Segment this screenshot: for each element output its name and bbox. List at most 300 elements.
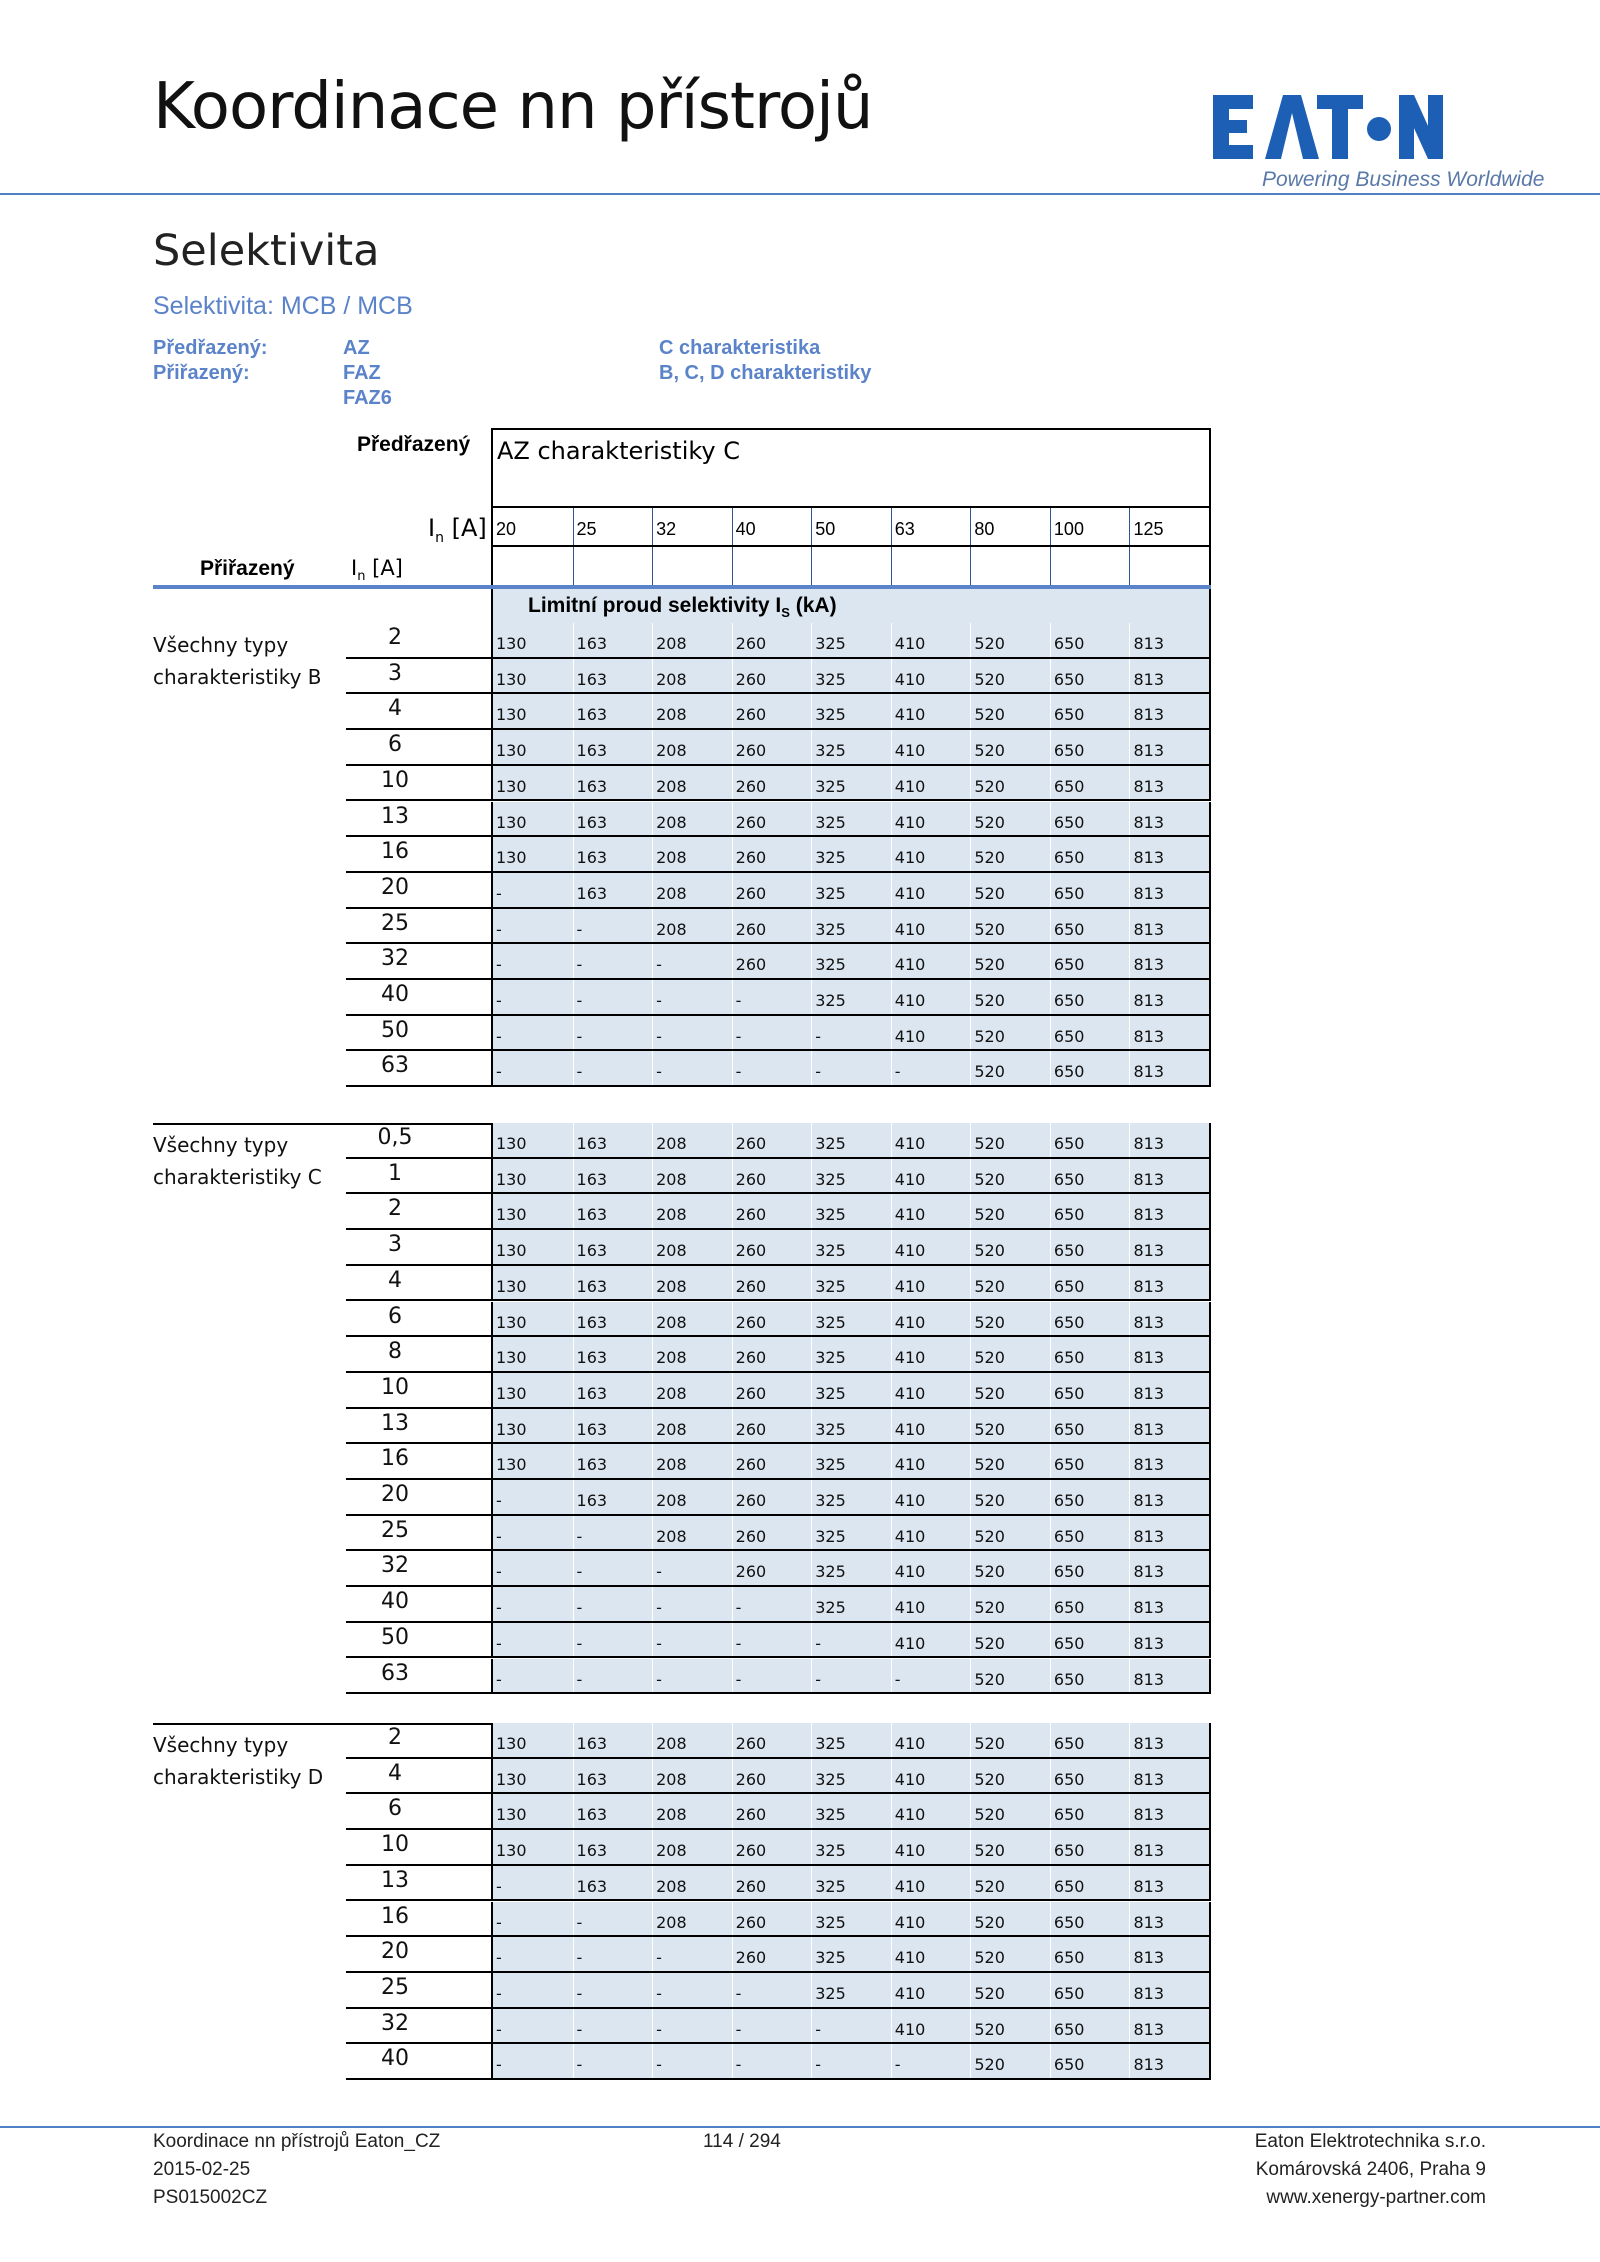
selectivity-cell: 813: [1129, 873, 1209, 909]
selectivity-cell: 650: [1050, 694, 1130, 730]
selectivity-cell: 130: [496, 1841, 527, 1861]
selectivity-cell: -: [573, 1587, 653, 1623]
downstream-rating: 32: [381, 946, 409, 972]
selectivity-cell: 650: [1050, 1480, 1130, 1516]
downstream-rating: 13: [381, 1867, 409, 1893]
selectivity-values: [491, 1973, 1211, 2009]
selectivity-values: [491, 944, 1211, 980]
selectivity-cell: 813: [1129, 1373, 1209, 1409]
selectivity-cell: 410: [891, 1266, 971, 1302]
selectivity-cell: 520: [970, 1016, 1050, 1052]
selectivity-cell: 410: [891, 659, 971, 695]
selectivity-cell: 130: [496, 669, 527, 689]
selectivity-cell: 325: [811, 1444, 891, 1480]
selectivity-cell: 650: [1050, 1266, 1130, 1302]
selectivity-cell: -: [573, 1902, 653, 1938]
selectivity-cell: -: [652, 1587, 732, 1623]
selectivity-cell: -: [652, 944, 732, 980]
selectivity-cell: 410: [891, 1902, 971, 1938]
selectivity-cell: 520: [970, 1123, 1050, 1159]
selectivity-cell: 260: [732, 1302, 812, 1338]
selectivity-cell: 410: [891, 766, 971, 802]
table-row: [346, 802, 1211, 838]
selectivity-cell: 520: [970, 1302, 1050, 1338]
selectivity-values: [491, 1759, 1211, 1795]
selectivity-cell: 813: [1129, 1194, 1209, 1230]
downstream-rating: 20: [381, 1482, 409, 1507]
selectivity-cell: 325: [811, 1723, 891, 1759]
selectivity-cell: 650: [1050, 1794, 1130, 1830]
selectivity-cell: 650: [1050, 1937, 1130, 1973]
selectivity-cell: 410: [891, 980, 971, 1016]
selectivity-cell: 325: [811, 1373, 891, 1409]
selectivity-cell: -: [811, 2009, 891, 2045]
selectivity-cell: -: [496, 1491, 502, 1510]
selectivity-cell: -: [496, 1062, 502, 1082]
table-row: [346, 730, 1211, 766]
selectivity-cell: 163: [573, 694, 653, 730]
spacer-cell: [891, 547, 971, 586]
selectivity-cell: 410: [891, 1973, 971, 2009]
selectivity-cell: 208: [652, 1830, 732, 1866]
table-row: [346, 909, 1211, 945]
selectivity-cell: 208: [652, 694, 732, 730]
selectivity-cell: 813: [1129, 1016, 1209, 1052]
table-row: [346, 659, 1211, 695]
selectivity-cell: -: [496, 1669, 502, 1689]
selectivity-cell: 410: [891, 1337, 971, 1373]
table-row: [346, 1587, 1211, 1623]
selectivity-cell: 813: [1129, 1266, 1209, 1302]
selectivity-cell: 650: [1050, 2044, 1130, 2080]
downstream-rating: 10: [381, 1374, 409, 1400]
downstream-rating: 20: [381, 1939, 409, 1965]
limit-current-label: Limitní proud selektivity $I_S$ (kA): [528, 594, 837, 621]
selectivity-cell: 520: [970, 980, 1050, 1016]
row-divider: [346, 1085, 1211, 1087]
downstream-rating: 32: [381, 2010, 409, 2036]
selectivity-cell: 325: [811, 1830, 891, 1866]
downstream-rating: 0,5: [377, 1125, 413, 1150]
selectivity-cell: 163: [573, 766, 653, 802]
selectivity-values: [491, 1830, 1211, 1866]
table-row: [346, 1016, 1211, 1052]
selectivity-values: [491, 1123, 1211, 1159]
selectivity-cell: -: [496, 1983, 502, 2003]
selectivity-values: [491, 1480, 1211, 1516]
block-label: [153, 629, 322, 693]
selectivity-cell: 260: [732, 1866, 812, 1902]
selectivity-cell: 163: [573, 623, 653, 659]
footer-company: Eaton Elektrotechnika s.r.o.: [1254, 2131, 1486, 2152]
selectivity-cell: 260: [732, 1830, 812, 1866]
selectivity-cell: 410: [891, 1016, 971, 1052]
selectivity-cell: 410: [891, 1866, 971, 1902]
selectivity-cell: 410: [891, 1409, 971, 1445]
selectivity-cell: 650: [1050, 1051, 1130, 1087]
selectivity-cell: 325: [811, 659, 891, 695]
downstream-rating: 40: [381, 2046, 409, 2072]
document-title: Koordinace nn přístrojů: [153, 70, 873, 144]
selectivity-values: [491, 837, 1211, 873]
block-label-line: Všechny typy: [153, 633, 289, 657]
selectivity-cell: 130: [496, 1241, 527, 1261]
selectivity-cell: 130: [496, 1455, 527, 1475]
selectivity-cell: -: [573, 1016, 653, 1052]
selectivity-cell: 130: [496, 1769, 527, 1789]
downstream-rating: 25: [381, 1974, 409, 2000]
selectivity-cell: 325: [811, 1337, 891, 1373]
selectivity-cell: 163: [573, 1866, 653, 1902]
selectivity-cell: 163: [573, 802, 653, 838]
selectivity-cell: 208: [652, 1480, 732, 1516]
selectivity-cell: 163: [573, 1302, 653, 1338]
upstream-rating-cell: 25: [573, 508, 653, 545]
selectivity-cell: 325: [811, 623, 891, 659]
selectivity-cell: 208: [652, 623, 732, 659]
selectivity-values: [491, 623, 1211, 659]
selectivity-values: [491, 1623, 1211, 1659]
upstream-rating-cell: 32: [652, 508, 732, 545]
downstream-rating: 3: [388, 1232, 402, 1258]
selectivity-cell: 325: [811, 1973, 891, 2009]
selectivity-cell: 650: [1050, 1409, 1130, 1445]
selectivity-cell: -: [496, 883, 502, 903]
selectivity-cell: 650: [1050, 1830, 1130, 1866]
selectivity-cell: 650: [1050, 944, 1130, 980]
selectivity-values: [491, 980, 1211, 1016]
selectivity-cell: -: [496, 1598, 502, 1618]
downstream-rating: 50: [381, 1017, 409, 1043]
selectivity-cell: 130: [496, 1169, 527, 1189]
downstream-rating: 2: [388, 1725, 402, 1750]
selectivity-cell: 813: [1129, 623, 1209, 659]
selectivity-cell: -: [732, 980, 812, 1016]
block-label: [153, 1729, 323, 1793]
selectivity-cell: 813: [1129, 1623, 1209, 1659]
selectivity-cell: 650: [1050, 1723, 1130, 1759]
table-row: [346, 873, 1211, 909]
selectivity-cell: -: [891, 1051, 971, 1087]
selectivity-values: [491, 1516, 1211, 1552]
upstream-rating-cell: 63: [891, 508, 971, 545]
selectivity-cell: 163: [573, 837, 653, 873]
table-row: [346, 1830, 1211, 1866]
selectivity-cell: 260: [732, 1902, 812, 1938]
table-row: [346, 1480, 1211, 1516]
upstream-rating-cell: 125: [1129, 508, 1209, 545]
selectivity-cell: 260: [732, 1159, 812, 1195]
selectivity-cell: 208: [652, 659, 732, 695]
selectivity-cell: 325: [811, 1759, 891, 1795]
selectivity-cell: 410: [891, 1794, 971, 1830]
block-label-line: charakteristiky D: [153, 1765, 324, 1789]
selectivity-cell: 813: [1129, 2044, 1209, 2080]
selectivity-cell: 650: [1050, 909, 1130, 945]
selectivity-values: [491, 1159, 1211, 1195]
selectivity-cell: 260: [732, 944, 812, 980]
selectivity-cell: 325: [811, 1123, 891, 1159]
selectivity-cell: 520: [970, 1337, 1050, 1373]
upstream-label: Předřazený:: [153, 337, 268, 359]
selectivity-values: [491, 1937, 1211, 1973]
selectivity-cell: 520: [970, 1159, 1050, 1195]
selectivity-cell: 163: [573, 1230, 653, 1266]
selectivity-cell: 410: [891, 802, 971, 838]
selectivity-cell: 410: [891, 623, 971, 659]
selectivity-cell: -: [573, 1551, 653, 1587]
selectivity-cell: 813: [1129, 1830, 1209, 1866]
selectivity-cell: 208: [652, 1337, 732, 1373]
header-divider: [0, 193, 1600, 195]
selectivity-cell: 650: [1050, 802, 1130, 838]
selectivity-cell: 410: [891, 837, 971, 873]
selectivity-cell: 650: [1050, 1302, 1130, 1338]
selectivity-cell: -: [811, 1051, 891, 1087]
downstream-rating: 4: [388, 1267, 402, 1293]
selectivity-values: [491, 1444, 1211, 1480]
selectivity-cell: 813: [1129, 1902, 1209, 1938]
selectivity-cell: 650: [1050, 1123, 1130, 1159]
selectivity-cell: 163: [573, 1409, 653, 1445]
selectivity-cell: 163: [573, 1159, 653, 1195]
footer-left: [153, 2128, 440, 2212]
downstream-rating: 20: [381, 874, 409, 900]
selectivity-cell: -: [652, 1551, 732, 1587]
selectivity-cell: 813: [1129, 1551, 1209, 1587]
table-row: [346, 1516, 1211, 1552]
selectivity-cell: 325: [811, 1480, 891, 1516]
selectivity-cell: 813: [1129, 1123, 1209, 1159]
characteristic-block: [153, 1123, 1211, 1694]
selectivity-cell: 520: [970, 2009, 1050, 2045]
selectivity-cell: 520: [970, 909, 1050, 945]
selectivity-cell: 260: [732, 1194, 812, 1230]
selectivity-cell: 813: [1129, 1866, 1209, 1902]
selectivity-cell: 520: [970, 1659, 1050, 1695]
selectivity-cell: 260: [732, 1937, 812, 1973]
selectivity-cell: 410: [891, 1759, 971, 1795]
downstream-header: Přiřazený: [200, 557, 295, 580]
table-row: [346, 623, 1211, 659]
selectivity-cell: 520: [970, 1623, 1050, 1659]
selectivity-cell: 520: [970, 1051, 1050, 1087]
selectivity-cell: -: [496, 991, 502, 1010]
downstream-rating: 6: [388, 732, 402, 758]
selectivity-cell: 208: [652, 1302, 732, 1338]
selectivity-cell: -: [573, 1051, 653, 1087]
downstream-rating: 10: [381, 767, 409, 793]
selectivity-cell: 410: [891, 873, 971, 909]
selectivity-cell: 208: [652, 1759, 732, 1795]
selectivity-cell: -: [811, 1016, 891, 1052]
selectivity-cell: 325: [811, 909, 891, 945]
selectivity-cell: 130: [496, 1134, 527, 1153]
selectivity-cell: 325: [811, 1937, 891, 1973]
selectivity-cell: 130: [496, 848, 527, 868]
spacer-cell: [970, 547, 1050, 586]
selectivity-cell: 325: [811, 730, 891, 766]
selectivity-cell: 260: [732, 694, 812, 730]
selectivity-cell: -: [573, 1973, 653, 2009]
selectivity-cell: 520: [970, 1759, 1050, 1795]
selectivity-cell: 260: [732, 659, 812, 695]
selectivity-cell: 208: [652, 802, 732, 838]
selectivity-cell: 813: [1129, 1973, 1209, 2009]
table-row: [346, 1302, 1211, 1338]
selectivity-cell: -: [732, 1016, 812, 1052]
selectivity-values: [491, 1266, 1211, 1302]
selectivity-cell: -: [573, 980, 653, 1016]
selectivity-cell: 813: [1129, 1159, 1209, 1195]
downstream-rating: 40: [381, 982, 409, 1007]
selectivity-cell: 325: [811, 980, 891, 1016]
selectivity-cell: 163: [573, 1723, 653, 1759]
downstream-rating: 40: [381, 1589, 409, 1615]
selectivity-cell: -: [496, 2055, 502, 2075]
selectivity-cell: 325: [811, 694, 891, 730]
selectivity-values: [491, 2009, 1211, 2045]
selectivity-cell: 130: [496, 1312, 527, 1332]
selectivity-cell: 208: [652, 1794, 732, 1830]
upstream-title: AZ charakteristiky C: [497, 437, 740, 465]
selectivity-cell: 520: [970, 1230, 1050, 1266]
selectivity-cell: 520: [970, 1794, 1050, 1830]
selectivity-cell: -: [496, 955, 502, 975]
selectivity-values: [491, 1659, 1211, 1695]
selectivity-cell: 260: [732, 1551, 812, 1587]
selectivity-cell: 813: [1129, 1723, 1209, 1759]
selectivity-cell: 208: [652, 1373, 732, 1409]
selectivity-cell: 813: [1129, 694, 1209, 730]
selectivity-cell: -: [732, 2044, 812, 2080]
selectivity-values: [491, 1902, 1211, 1938]
selectivity-cell: 208: [652, 1723, 732, 1759]
selectivity-cell: 520: [970, 873, 1050, 909]
selectivity-cell: 208: [652, 1516, 732, 1552]
selectivity-cell: 410: [891, 1123, 971, 1159]
table-row: [346, 837, 1211, 873]
selectivity-cell: 813: [1129, 2009, 1209, 2045]
selectivity-cell: 520: [970, 730, 1050, 766]
selectivity-cell: 260: [732, 766, 812, 802]
selectivity-cell: 813: [1129, 1659, 1209, 1695]
selectivity-cell: 813: [1129, 1587, 1209, 1623]
table-row: [346, 1444, 1211, 1480]
selectivity-cell: 208: [652, 1444, 732, 1480]
selectivity-cell: 520: [970, 1266, 1050, 1302]
upstream-characteristic: C charakteristika: [659, 337, 821, 359]
selectivity-cell: 813: [1129, 1230, 1209, 1266]
selectivity-cell: 325: [811, 802, 891, 838]
footer-page-number: 114 / 294: [703, 2131, 781, 2152]
selectivity-cell: 813: [1129, 909, 1209, 945]
selectivity-cell: -: [732, 1587, 812, 1623]
selectivity-cell: 163: [573, 1266, 653, 1302]
selectivity-cell: 260: [732, 730, 812, 766]
selectivity-cell: 410: [891, 1587, 971, 1623]
header-spacer-row: [491, 547, 1211, 586]
downstream-rating: 13: [381, 803, 409, 829]
selectivity-values: [491, 802, 1211, 838]
selectivity-cell: 130: [496, 1419, 527, 1439]
selectivity-cell: 260: [732, 1266, 812, 1302]
footer-right: [1255, 2128, 1486, 2212]
selectivity-cell: 410: [891, 1159, 971, 1195]
selectivity-values: [491, 1373, 1211, 1409]
selectivity-cell: 260: [732, 1337, 812, 1373]
table-row: [346, 1230, 1211, 1266]
table-row: [346, 2044, 1211, 2080]
selectivity-cell: -: [732, 1051, 812, 1087]
table-row: [346, 1551, 1211, 1587]
block-label-line: charakteristiky B: [153, 665, 322, 689]
row-divider: [346, 1692, 1211, 1694]
selectivity-cell: 520: [970, 1587, 1050, 1623]
selectivity-cell: 650: [1050, 659, 1130, 695]
selectivity-cell: -: [732, 1973, 812, 2009]
section-subtitle: Selektivita: MCB / MCB: [153, 292, 413, 320]
selectivity-cell: 650: [1050, 730, 1130, 766]
selectivity-cell: 260: [732, 623, 812, 659]
downstream-rating: 4: [388, 1760, 402, 1786]
selectivity-cell: 813: [1129, 1302, 1209, 1338]
selectivity-cell: 260: [732, 1373, 812, 1409]
selectivity-cell: 325: [811, 873, 891, 909]
selectivity-cell: 650: [1050, 1444, 1130, 1480]
selectivity-cell: 130: [496, 812, 527, 832]
selectivity-cell: 325: [811, 1866, 891, 1902]
selectivity-cell: 520: [970, 1723, 1050, 1759]
selectivity-values: [491, 873, 1211, 909]
selectivity-cell: 208: [652, 1866, 732, 1902]
selectivity-cell: 813: [1129, 1337, 1209, 1373]
table-row: [346, 980, 1211, 1016]
selectivity-cell: 520: [970, 802, 1050, 838]
selectivity-cell: -: [811, 2044, 891, 2080]
selectivity-cell: 325: [811, 944, 891, 980]
selectivity-cell: 813: [1129, 659, 1209, 695]
selectivity-values: [491, 1302, 1211, 1338]
selectivity-cell: 813: [1129, 1409, 1209, 1445]
table-row: [346, 1373, 1211, 1409]
selectivity-cell: 163: [573, 1123, 653, 1159]
selectivity-cell: 325: [811, 837, 891, 873]
selectivity-cell: 650: [1050, 1866, 1130, 1902]
selectivity-cell: 410: [891, 1830, 971, 1866]
table-row: [346, 1337, 1211, 1373]
selectivity-cell: 650: [1050, 1194, 1130, 1230]
selectivity-cell: 208: [652, 1230, 732, 1266]
selectivity-cell: 260: [732, 1123, 812, 1159]
selectivity-cell: 163: [573, 1759, 653, 1795]
logo-tagline: Powering Business Worldwide: [1262, 168, 1545, 191]
downstream-rating: 6: [388, 1303, 402, 1329]
selectivity-cell: 208: [652, 873, 732, 909]
downstream-rating: 2: [388, 625, 402, 650]
selectivity-cell: 650: [1050, 1230, 1130, 1266]
selectivity-cell: 260: [732, 837, 812, 873]
selectivity-cell: 163: [573, 1794, 653, 1830]
downstream-rating: 63: [381, 1053, 409, 1079]
table-row: [346, 1659, 1211, 1695]
selectivity-cell: -: [573, 944, 653, 980]
selectivity-cell: 410: [891, 694, 971, 730]
selectivity-cell: 650: [1050, 1973, 1130, 2009]
selectivity-cell: 410: [891, 909, 971, 945]
selectivity-cell: 520: [970, 1902, 1050, 1938]
selectivity-cell: 260: [732, 1794, 812, 1830]
